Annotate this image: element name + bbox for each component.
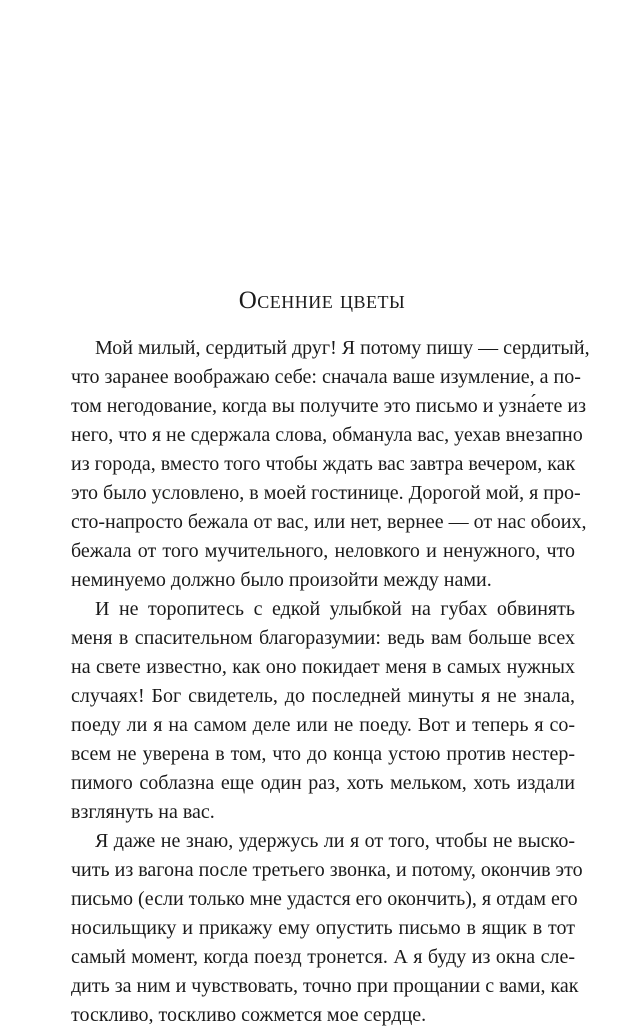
text-line: чить из вагона после третьего звонка, и потому, окончив это	[71, 859, 583, 881]
chapter-title: Осенние цветы	[238, 287, 406, 314]
text-line: письмо (если только мне удастся его окончить), я отдам его	[71, 888, 578, 910]
text-line: на свете известно, как оно покидает меня в самых нужных	[71, 656, 575, 678]
text-line: И не торопитесь с едкой улыбкой на губах обвинять	[95, 598, 575, 620]
text-line: взглянуть на вас.	[71, 801, 215, 823]
body-text	[71, 334, 590, 1030]
text-line: меня в спасительном благоразумии: ведь вам больше всех	[71, 627, 575, 649]
text-line: неминуемо должно было произойти между нами.	[71, 569, 492, 591]
text-line: Я даже не знаю, удержусь ли я от того, чтобы не выско-	[95, 830, 575, 852]
text-line: что заранее воображаю себе: сначала ваше изумление, а по-	[71, 366, 581, 388]
text-line: сто-напросто бежала от вас, или нет, вернее — от нас обоих,	[71, 511, 587, 533]
text-line: всем не уверена в том, что до конца устою против нестер-	[71, 743, 575, 765]
text-line: это было условлено, в моей гостинице. Дорогой мой, я про-	[71, 482, 581, 504]
text-line: поеду ли я на самом деле или не поеду. Вот и теперь я со-	[71, 714, 575, 736]
text-line: тоскливо, тоскливо сожмется мое сердце.	[71, 1004, 427, 1026]
text-line: самый момент, когда поезд тронется. А я буду из окна сле-	[71, 946, 575, 968]
text-line: пимого соблазна еще один раз, хоть мельком, хоть издали	[71, 772, 575, 794]
paragraph-1	[71, 334, 590, 595]
text-line: случаях! Бог свидетель, до последней минуты я не знала,	[71, 685, 575, 707]
text-line: Мой милый, сердитый друг! Я потому пишу — сердитый,	[95, 337, 590, 359]
paragraph-2	[71, 595, 575, 827]
text-line: носильщику и прикажу ему опустить письмо в ящик в тот	[71, 917, 575, 939]
text-line: из города, вместо того чтобы ждать вас завтра вечером, как	[71, 453, 576, 475]
text-line: том негодование, когда вы получите это письмо и узна́ете из	[71, 395, 587, 417]
text-line: дить за ним и чувствовать, точно при прощании с вами, как	[71, 975, 579, 997]
text-line: него, что я не сдержала слова, обманула вас, уехав внезапно	[71, 424, 583, 446]
text-line: бежала от того мучительного, неловкого и ненужного, что	[71, 540, 575, 562]
